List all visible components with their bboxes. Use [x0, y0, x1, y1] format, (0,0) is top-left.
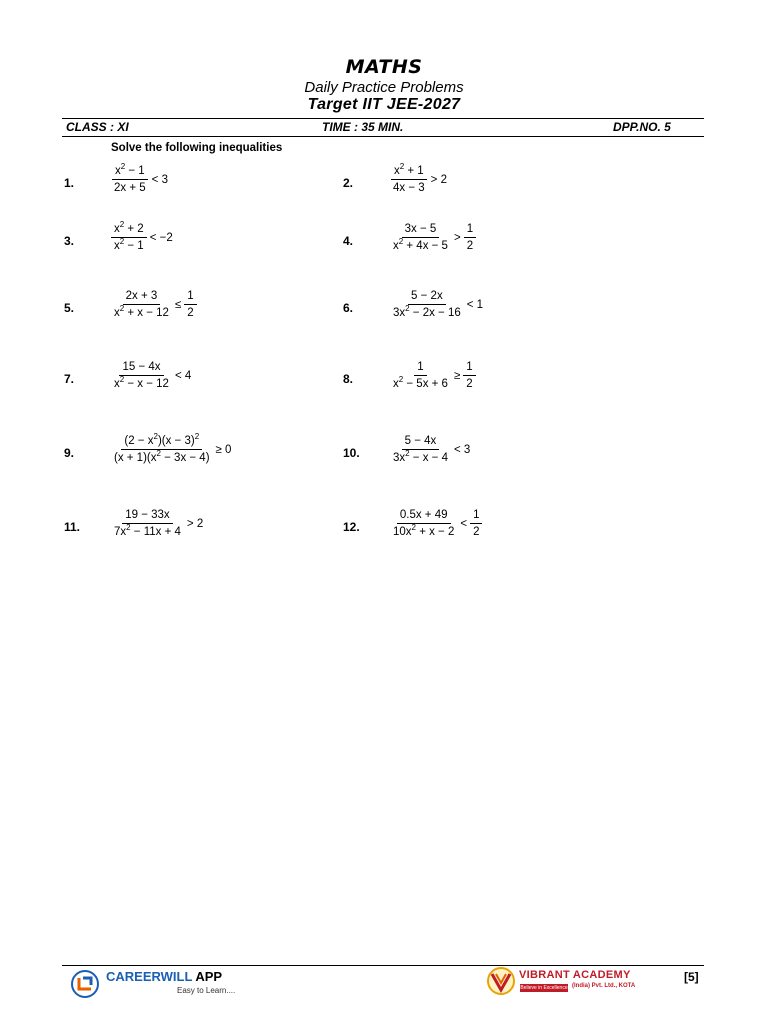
question-expression	[390, 290, 486, 319]
numerator: $x^2 + 2$	[111, 223, 147, 238]
dpp-number: DPP.NO. 5	[613, 120, 671, 134]
vibrant-academy-name: VIBRANT ACADEMY	[519, 969, 631, 981]
numerator: 19 − 33x	[122, 509, 172, 524]
rhs-denominator: 2	[187, 307, 194, 319]
fraction	[111, 361, 172, 390]
question-number: 4.	[343, 234, 354, 248]
relation: >	[453, 231, 461, 244]
rhs-numerator: 1	[464, 223, 476, 238]
rhs-numerator: 1	[184, 290, 196, 305]
vibrant-academy-subtitle: (India) Pvt. Ltd., KOTA	[572, 983, 636, 989]
time-label: TIME : 35 MIN.	[322, 120, 404, 134]
header-top-rule	[62, 118, 704, 119]
footer-rule	[62, 965, 704, 966]
fraction	[111, 220, 147, 252]
denominator: $x^2 - x - 12$	[114, 375, 169, 390]
rhs-numerator: 1	[470, 509, 482, 524]
subject-title: MATHS	[345, 56, 423, 78]
fraction	[390, 290, 464, 319]
relation: < 4	[174, 369, 192, 382]
rhs-fraction	[463, 361, 475, 390]
fraction	[111, 509, 184, 538]
question-number: 9.	[64, 446, 75, 460]
denominator: $x^2 - 1$	[114, 237, 144, 252]
denominator: $x^2 - 5x + 6$	[393, 375, 448, 390]
careerwill-name: CAREERWILL	[106, 969, 193, 984]
relation: > 2	[186, 517, 204, 530]
careerwill-logo-icon	[70, 969, 100, 999]
question-expression	[390, 361, 476, 390]
denominator: $x^2 + 4x - 5$	[393, 237, 448, 252]
question-expression	[111, 162, 171, 194]
question-number: 12.	[343, 520, 360, 534]
instruction-text: Solve the following inequalities	[111, 142, 283, 154]
numerator: 5 − 2x	[408, 290, 446, 305]
rhs-numerator: 1	[463, 361, 475, 376]
fraction	[390, 509, 457, 538]
numerator: 5 − 4x	[402, 435, 440, 450]
question-expression	[390, 162, 450, 194]
fraction	[390, 361, 451, 390]
numerator: 1	[414, 361, 426, 376]
denominator: 2x + 5	[114, 182, 146, 194]
question-number: 5.	[64, 301, 75, 315]
denominator: 4x − 3	[393, 182, 425, 194]
numerator: 15 − 4x	[119, 361, 163, 376]
numerator: $x^2 - 1$	[112, 165, 148, 180]
vibrant-academy-logo-icon	[484, 966, 518, 996]
relation: < −2	[149, 231, 173, 244]
fraction	[111, 432, 213, 464]
fraction	[390, 435, 451, 464]
rhs-denominator: 2	[466, 378, 473, 390]
careerwill-tagline: Easy to Learn....	[177, 986, 236, 995]
relation: ≤	[174, 298, 182, 311]
question-number: 1.	[64, 176, 75, 190]
rhs-denominator: 2	[466, 240, 474, 252]
question-expression	[111, 361, 194, 390]
dpp-title: Daily Practice Problems	[304, 79, 464, 96]
careerwill-brand	[106, 969, 222, 984]
question-expression	[111, 432, 234, 464]
fraction	[390, 223, 451, 252]
denominator: $7x^2 - 11x + 4$	[114, 523, 181, 538]
relation: < 3	[453, 443, 471, 456]
question-expression	[111, 220, 176, 252]
question-expression	[390, 509, 482, 538]
fraction	[111, 162, 149, 194]
denominator: $10x^2 + x - 2$	[393, 523, 455, 538]
page-number: [5]	[684, 970, 699, 984]
numerator: 0.5x + 49	[397, 509, 451, 524]
question-number: 10.	[343, 446, 360, 460]
numerator: $x^2 + 1$	[391, 165, 427, 180]
careerwill-app-label: APP	[192, 969, 223, 984]
fraction	[111, 290, 172, 319]
question-number: 3.	[64, 234, 75, 248]
fraction	[390, 162, 428, 194]
question-expression	[390, 223, 476, 252]
question-expression	[390, 435, 473, 464]
numerator: $(2 - x^2)(x - 3)^2$	[121, 435, 202, 450]
relation: > 2	[430, 173, 447, 186]
vibrant-academy-badge: Believe in Excellence	[520, 985, 568, 991]
relation: ≥	[453, 369, 461, 382]
question-number: 11.	[64, 520, 81, 534]
class-label: CLASS : XI	[66, 120, 129, 134]
question-expression	[111, 290, 197, 319]
question-number: 6.	[343, 301, 354, 315]
denominator: $3x^2 - 2x - 16$	[393, 304, 461, 319]
target-title: Target IIT JEE-2027	[307, 96, 461, 113]
rhs-fraction	[464, 223, 476, 252]
relation: < 3	[151, 173, 168, 186]
relation: <	[460, 517, 468, 530]
question-number: 8.	[343, 372, 354, 386]
question-expression	[111, 509, 206, 538]
header-bottom-rule	[62, 136, 704, 137]
numerator: 3x − 5	[402, 223, 440, 238]
denominator: $(x + 1)(x^2 - 3x - 4)$	[114, 449, 210, 464]
relation: ≥ 0	[215, 443, 232, 456]
denominator: $x^2 + x - 12$	[114, 304, 169, 319]
relation: < 1	[466, 298, 484, 311]
question-number: 2.	[343, 176, 354, 190]
rhs-fraction	[470, 509, 482, 538]
rhs-denominator: 2	[473, 526, 480, 538]
rhs-fraction	[184, 290, 196, 319]
numerator: 2x + 3	[123, 290, 161, 305]
denominator: $3x^2 - x - 4$	[393, 449, 448, 464]
question-number: 7.	[64, 372, 75, 386]
